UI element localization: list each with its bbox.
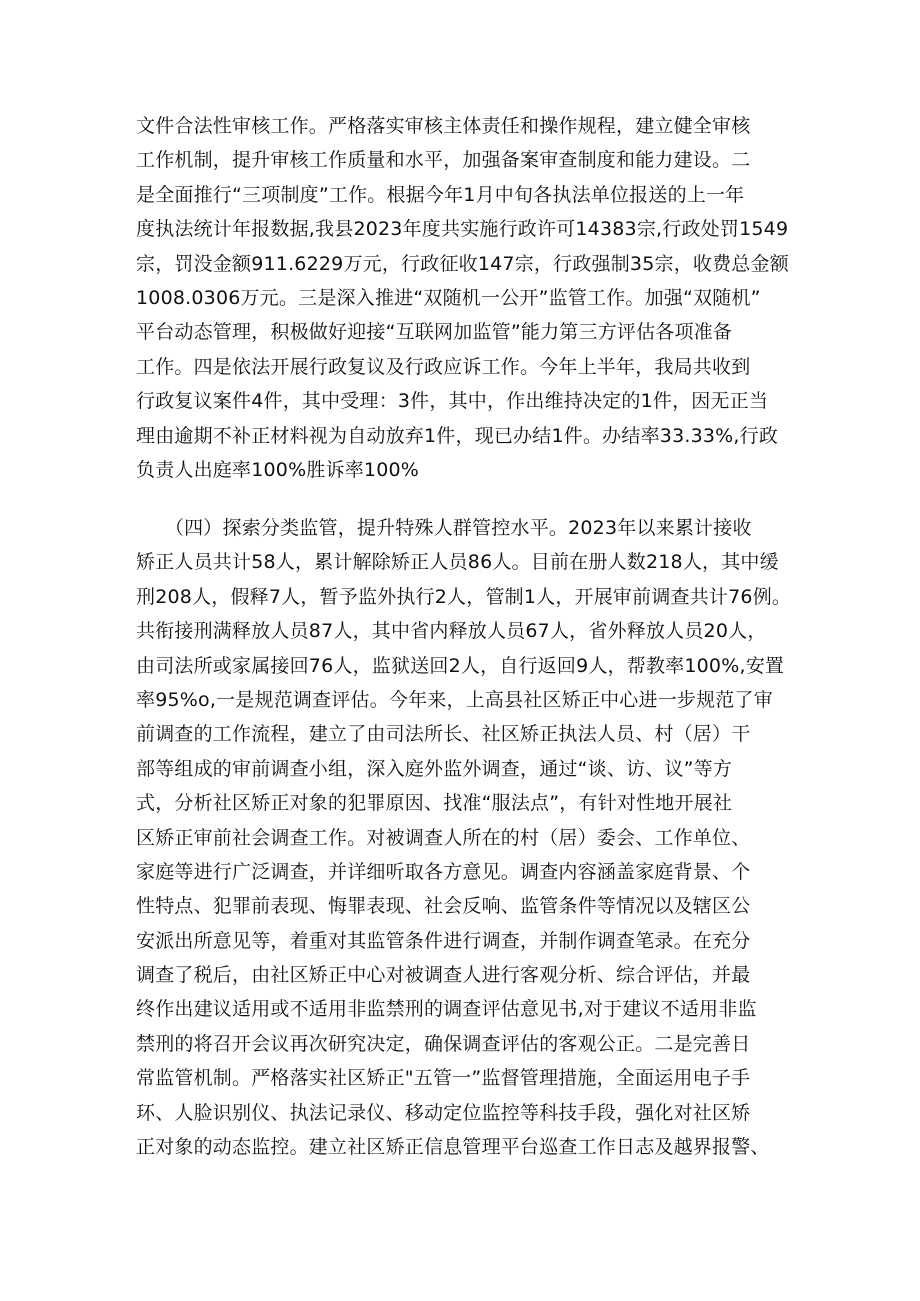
text-line: 率95%o,一是规范调查评估。今年来，上高县社区矫正中心进一步规范了审 [136,688,773,711]
text-line: （四）探索分类监管，提升特殊人群管控水平。2023年以来累计接收 [136,517,752,539]
text-line: 安派出所意见等，着重对其监管条件进行调查，并制作调查笔录。在充分 [136,929,751,952]
text-line: 负责人出庭率100%胜诉率100% [136,458,420,481]
text-line: 由司法所或家属接回76人，监狱送回2人，自行返回9人，帮教率100%,安置 [136,654,785,677]
text-line: 终作出建议适用或不适用非监禁刑的调查评估意见书,对于建议不适用非监 [136,998,757,1021]
text-line: 正对象的动态监控。建立社区矫正信息管理平台巡查工作日志及越界报警、 [136,1136,770,1159]
text-line: 调查了税后，由社区矫正中心对被调查人进行客观分析、综合评估，并最 [136,964,751,987]
text-line: 性特点、犯罪前表现、悔罪表现、社会反响、监管条件等情况以及辖区公 [136,895,751,918]
text-line: 部等组成的审前调查小组，深入庭外监外调查，通过“谈、访、议”等方 [136,757,733,780]
text-line: 平台动态管理，积极做好迎接“互联网加监管”能力第三方评估各项准备 [136,321,733,344]
text-line: 区矫正审前社会调查工作。对被调查人所在的村（居）委会、工作单位、 [136,826,751,849]
paragraph-administrative-review [136,109,796,487]
text-line: 工作。四是依法开展行政复议及行政应诉工作。今年上半年，我局共收到 [136,355,751,378]
text-line: 矫正人员共计58人，累计解除矫正人员86人。目前在册人数218人，其中缓 [136,551,779,574]
text-line: 禁刑的将召开会议再次研究决定，确保调查评估的客观公正。二是完善日 [136,1032,751,1055]
text-line: 文件合法性审核工作。严格落实审核主体责任和操作规程，建立健全审核 [136,115,751,137]
text-line: 家庭等进行广泛调查，并详细听取各方意见。调查内容涵盖家庭背景、个 [136,860,751,883]
text-line: 共衔接刑满释放人员87人，其中省内释放人员67人，省外释放人员20人， [136,620,767,643]
text-line: 是全面推行“三项制度”工作。根据今年1月中旬各执法单位报送的上一年 [136,183,745,206]
text-line: 前调查的工作流程，建立了由司法所长、社区矫正执法人员、村（居）干 [136,723,751,746]
text-line: 1008.0306万元。三是深入推进“双随机一公开”监管工作。加强“双随机” [136,286,761,309]
text-line: 工作机制，提升审核工作质量和水平，加强备案审查制度和能力建设。二 [136,149,751,172]
text-line: 宗，罚没金额911.6229万元，行政征收147宗，行政强制35宗，收费总金额 [136,252,789,275]
text-line: 常监管机制。严格落实社区矫正"五管一”监督管理措施，全面运用电子手 [136,1067,751,1090]
text-line: 环、人脸识别仪、执法记录仪、移动定位监控等科技手段，强化对社区矫 [136,1101,751,1124]
text-line: 理由逾期不补正材料视为自动放弃1件，现已办结1件。办结率33.33%,行政 [136,424,779,447]
text-line: 行政复议案件4件，其中受理：3件，其中，作出维持决定的1件，因无正当 [136,390,769,413]
text-line: 度执法统计年报数据,我县2023年度共实施行政许可14383宗,行政处罚1549 [136,218,789,241]
text-line: 刑208人，假释7人，暂予监外执行2人，管制1人，开展审前调查共计76例。 [136,585,792,608]
paragraph-community-correction [136,511,796,1164]
text-line: 式，分析社区矫正对象的犯罪原因、找准“服法点”，有针对性地开展社 [136,792,733,815]
